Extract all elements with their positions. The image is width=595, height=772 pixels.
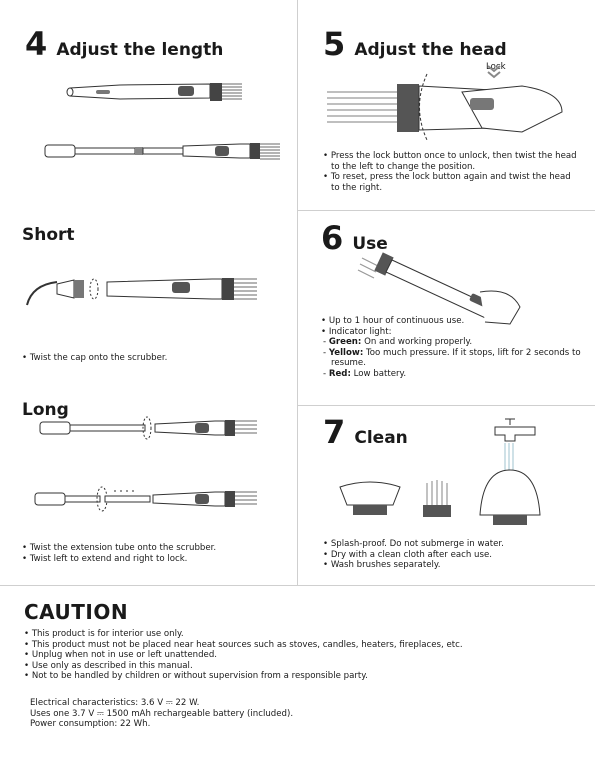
spec-line: Power consumption: 22 Wh.: [30, 719, 151, 730]
scrubber-short-cap-illustration: [22, 270, 272, 315]
indicator-green-label: Green:: [328, 337, 362, 348]
divider-caution: [0, 585, 595, 586]
short-bullet: • Twist the cap onto the scrubber.: [22, 353, 282, 364]
caution-list: [24, 629, 574, 682]
indicator-yellow: [321, 348, 581, 369]
step6-instructions: [321, 316, 581, 380]
step5-heading: [323, 25, 507, 63]
divider-step5-step6: [297, 210, 595, 211]
step5-number: 5: [323, 25, 346, 63]
caution-bullet: • This product must not be placed near heat sources such as stoves, candles, heaters, fireplaces, etc.: [24, 640, 574, 651]
head-adjust-illustration: [322, 72, 572, 147]
indicator-red-label: Red:: [328, 368, 351, 379]
short-title: Short: [22, 225, 75, 245]
step7-number: 7: [323, 413, 346, 451]
step7-bullet: • Dry with a clean cloth after each use.: [323, 550, 578, 561]
step4-number: 4: [25, 25, 48, 63]
caution-title: CAUTION: [24, 600, 129, 624]
scrubber-short-illustration: [60, 72, 250, 112]
scrubber-long-illustration: [35, 415, 280, 515]
indicator-green-text: On and working properly.: [361, 337, 473, 348]
column-divider: [297, 0, 298, 585]
step6-bullet: • Indicator light:: [321, 327, 581, 338]
indicator-red-text: Low battery.: [350, 368, 407, 379]
step6-title: Use: [352, 234, 388, 254]
step7-title: Clean: [354, 428, 408, 448]
step6-bullet: • Up to 1 hour of continuous use.: [321, 316, 581, 327]
step7-bullet: • Splash-proof. Do not submerge in water.: [323, 539, 578, 550]
step5-bullet: • Press the lock button once to unlock, then twist the head to the left to change the position.: [323, 151, 578, 172]
long-title: Long: [22, 400, 69, 420]
caution-bullet: • Unplug when not in use or left unattended.: [24, 650, 574, 661]
electrical-specs: [30, 698, 570, 730]
spec-line: Electrical characteristics: 3.6 V ⎓ 22 W.: [30, 698, 200, 708]
caution-bullet: • Not to be handled by children or without supervision from a responsible party.: [24, 671, 574, 682]
step5-bullet: • To reset, press the lock button again and twist the head to the right.: [323, 172, 578, 193]
step6-number: 6: [321, 219, 344, 257]
step4-heading: [25, 25, 224, 63]
long-bullet: • Twist the extension tube onto the scrubber.: [22, 543, 287, 554]
indicator-yellow-text: Too much pressure. If it stops, lift for 2 seconds to resume.: [331, 347, 581, 369]
spec-line: Uses one 3.7 V ⎓ 1500 mAh rechargeable battery (included).: [30, 708, 294, 719]
caution-bullet: • This product is for interior use only.: [24, 629, 574, 640]
step7-bullet: • Wash brushes separately.: [323, 560, 578, 571]
step4-title: Adjust the length: [56, 40, 224, 60]
step5-instructions: [323, 151, 578, 193]
step6-heading: [321, 219, 388, 257]
lock-label: Lock: [486, 62, 506, 72]
step7-instructions: [323, 539, 578, 571]
long-bullet: • Twist left to extend and right to lock.: [22, 554, 287, 565]
step5-title: Adjust the head: [354, 40, 507, 60]
indicator-green: [321, 337, 581, 348]
caution-bullet: • Use only as described in this manual.: [24, 661, 574, 672]
divider-step6-step7: [297, 405, 595, 406]
indicator-red: [321, 369, 581, 380]
short-instructions: [22, 353, 282, 364]
indicator-yellow-label: Yellow:: [328, 347, 364, 358]
long-instructions: [22, 543, 287, 564]
brushes-illustration: [335, 415, 550, 530]
scrubber-extended-illustration: [40, 133, 290, 173]
